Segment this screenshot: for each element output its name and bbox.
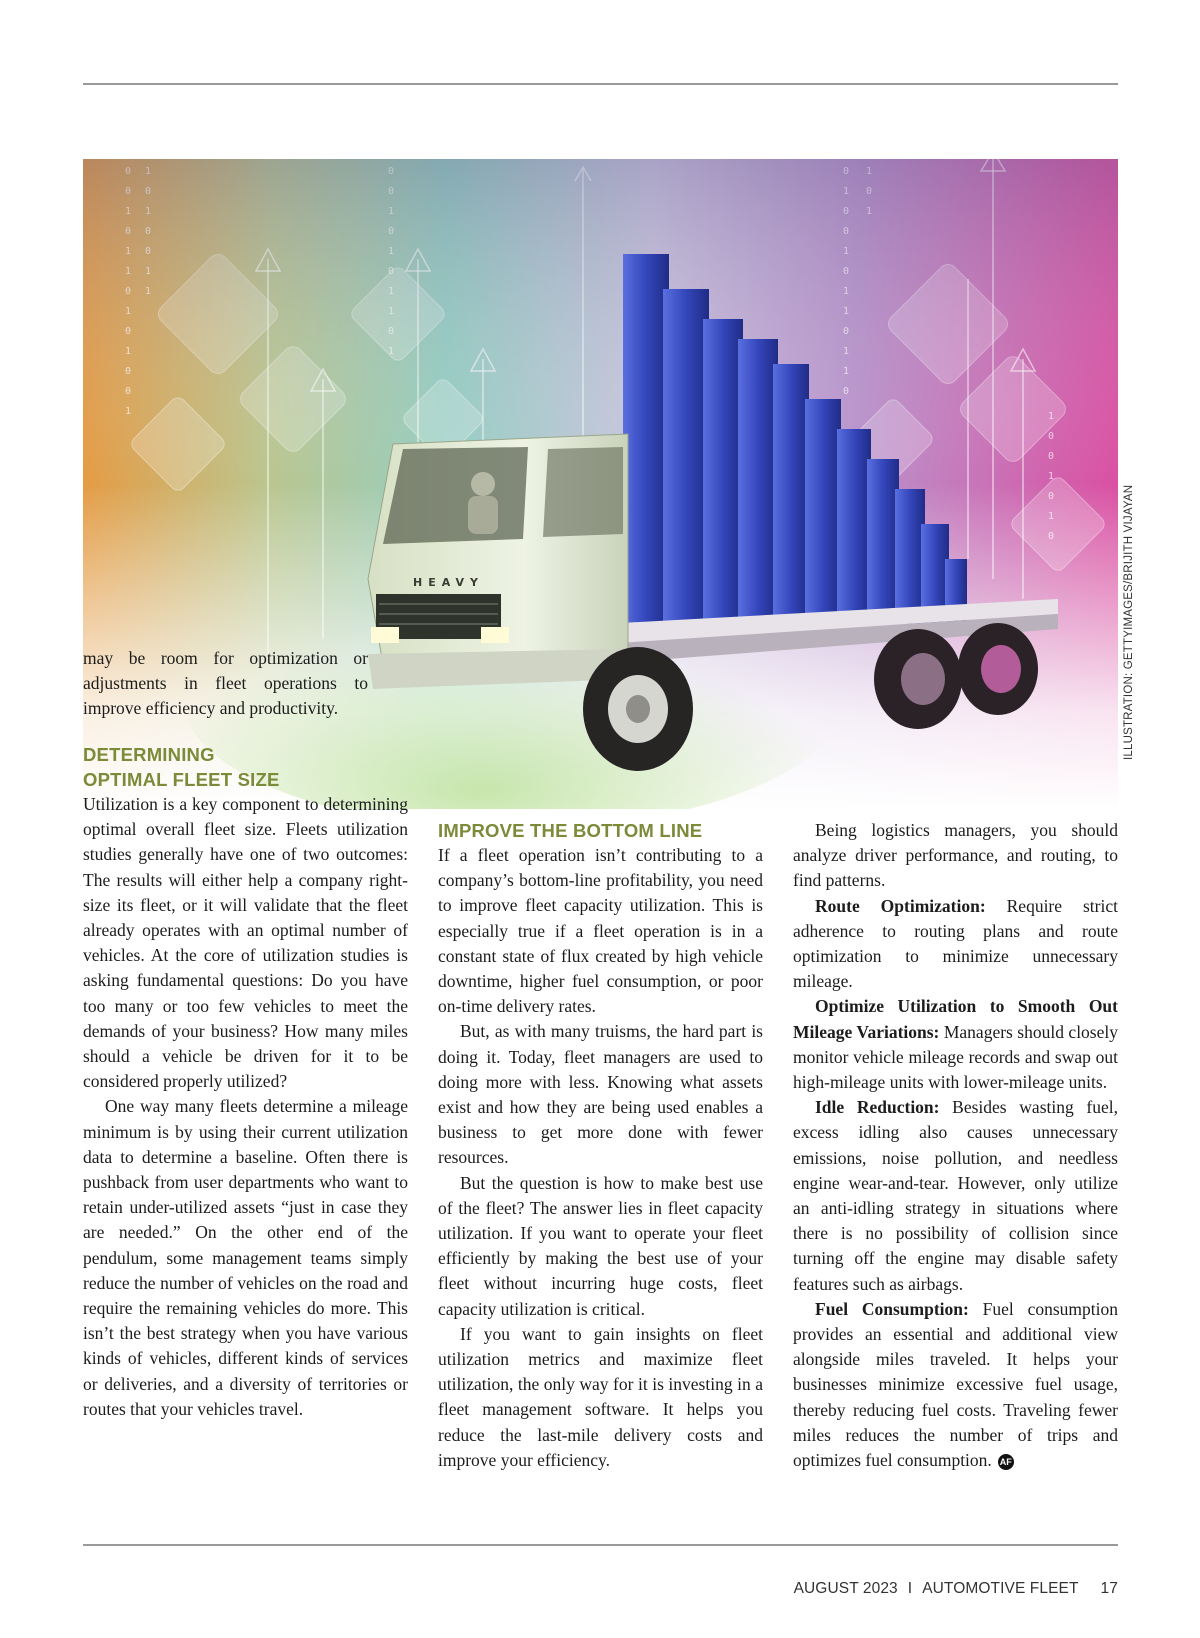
column-2 [438,818,763,1473]
paragraph-route-optimization [793,894,1118,995]
paragraph: But the question is how to make best use of the fleet? The answer lies in fleet capacity utilization. If you want to operate your fleet efficiently by making the best use of your fleet without incurring huge costs, fleet capacity utilization is critical. [438,1172,763,1319]
carryover-paragraph: may be room for optimization or adjustments in fleet operations to improve efficiency and productivity. [83,648,368,719]
paragraph: But, as with many truisms, the hard part is doing it. Today, fleet managers are used to doing more with less. Knowing what assets exist and how they are being used enables a business to get more done with fewer resources. [438,1021,763,1168]
paragraph-idle-reduction [793,1095,1118,1297]
bottom-rule [83,1544,1118,1546]
truck-grille-text: HEAVY [413,576,484,589]
paragraph: Being logistics managers, you should analyze driver performance, and routing, to find patterns. [793,820,1118,891]
paragraph-fuel-consumption [793,1297,1118,1473]
run-in-label: Optimize Utilization to Smooth Out Mileage Variations: [793,996,1118,1042]
paragraph-text: Besides wasting fuel, excess idling also causes unnecessary emissions, noise pollution, and needless engine wear-and-tear. However, only utilize an anti-idling strategy in situations where there is no possibility of collision since turning off the engine may disable safety features such as airbags. [793,1097,1119,1294]
page-number: 17 [1100,1580,1118,1597]
section-heading-line2: OPTIMAL FLEET SIZE [83,769,280,790]
top-rule [83,83,1118,85]
run-in-label: Idle Reduction: [815,1097,940,1118]
column-1 [83,742,408,1422]
paragraph-text: Fuel consumption provides an essential and additional view alongside miles traveled. It helps your businesses minimize excessive fuel usage, thereby reducing fuel costs. Traveling fewer miles reduces the number of trips and optimizes fuel consumption. [793,1298,1118,1471]
paragraph-text: Managers should closely monitor vehicle mileage records and swap out high-mileage units with lower-mileage units. [793,1021,1118,1093]
illustration-credit: ILLUSTRATION: GETTYIMAGES/BRIJITH VIJAYAN [1123,484,1135,760]
paragraph: Utilization is a key component to determining optimal overall fleet size. Fleets utilization studies generally have one of two outcomes: The results will either help a company right-size its fleet, or it will validate that the fleet already operates with an optimal number of vehicles. At the core of utilization studies is asking fundamental questions: Do you have too many or too few vehicles to meet the demands of your business? How many miles should a vehicle be driven for it to be considered properly utilized? [83,794,408,1092]
publication-name: AUTOMOTIVE FLEET [922,1580,1079,1597]
run-in-label: Fuel Consumption: [815,1298,969,1319]
section-heading: IMPROVE THE BOTTOM LINE [438,820,703,841]
run-in-label: Route Optimization: [815,895,986,916]
section-heading-line1: DETERMINING [83,744,215,765]
paragraph: If you want to gain insights on fleet utilization metrics and maximize fleet utilization, the only way for it is investing in a fleet management software. It helps you reduce the last-mile delivery costs and improve your efficiency. [438,1323,763,1470]
paragraph: If a fleet operation isn’t contributing to a company’s bottom-line profitability, you need to improve fleet capacity utilization. This is especially true if a fleet operation is in a constant state of flux created by high vehicle downtime, higher fuel consumption, or poor on-time delivery rates. [438,845,763,1017]
paragraph-optimize-utilization [793,994,1118,1095]
issue-date: AUGUST 2023 [793,1580,898,1597]
paragraph-text: Require strict adherence to routing plans and route optimization to minimize unnecessary mileage. [793,895,1118,992]
carryover-text [83,646,368,722]
footer-separator: I [907,1580,913,1597]
page-footer [794,1580,1118,1598]
column-3 [793,818,1118,1473]
end-mark-icon: AF [998,1454,1014,1470]
paragraph: One way many fleets determine a mileage minimum is by using their current utilization data to determine a baseline. Often there is pushback from user departments who want to retain under-utilized assets “just in case they are needed.” On the other end of the pendulum, some management teams simply reduce the number of vehicles on the road and require the remaining vehicles do more. This isn’t the best strategy when you have various kinds of vehicles, different kinds of services or deliveries, and a diversity of territories or routes that your vehicles travel. [83,1096,408,1419]
